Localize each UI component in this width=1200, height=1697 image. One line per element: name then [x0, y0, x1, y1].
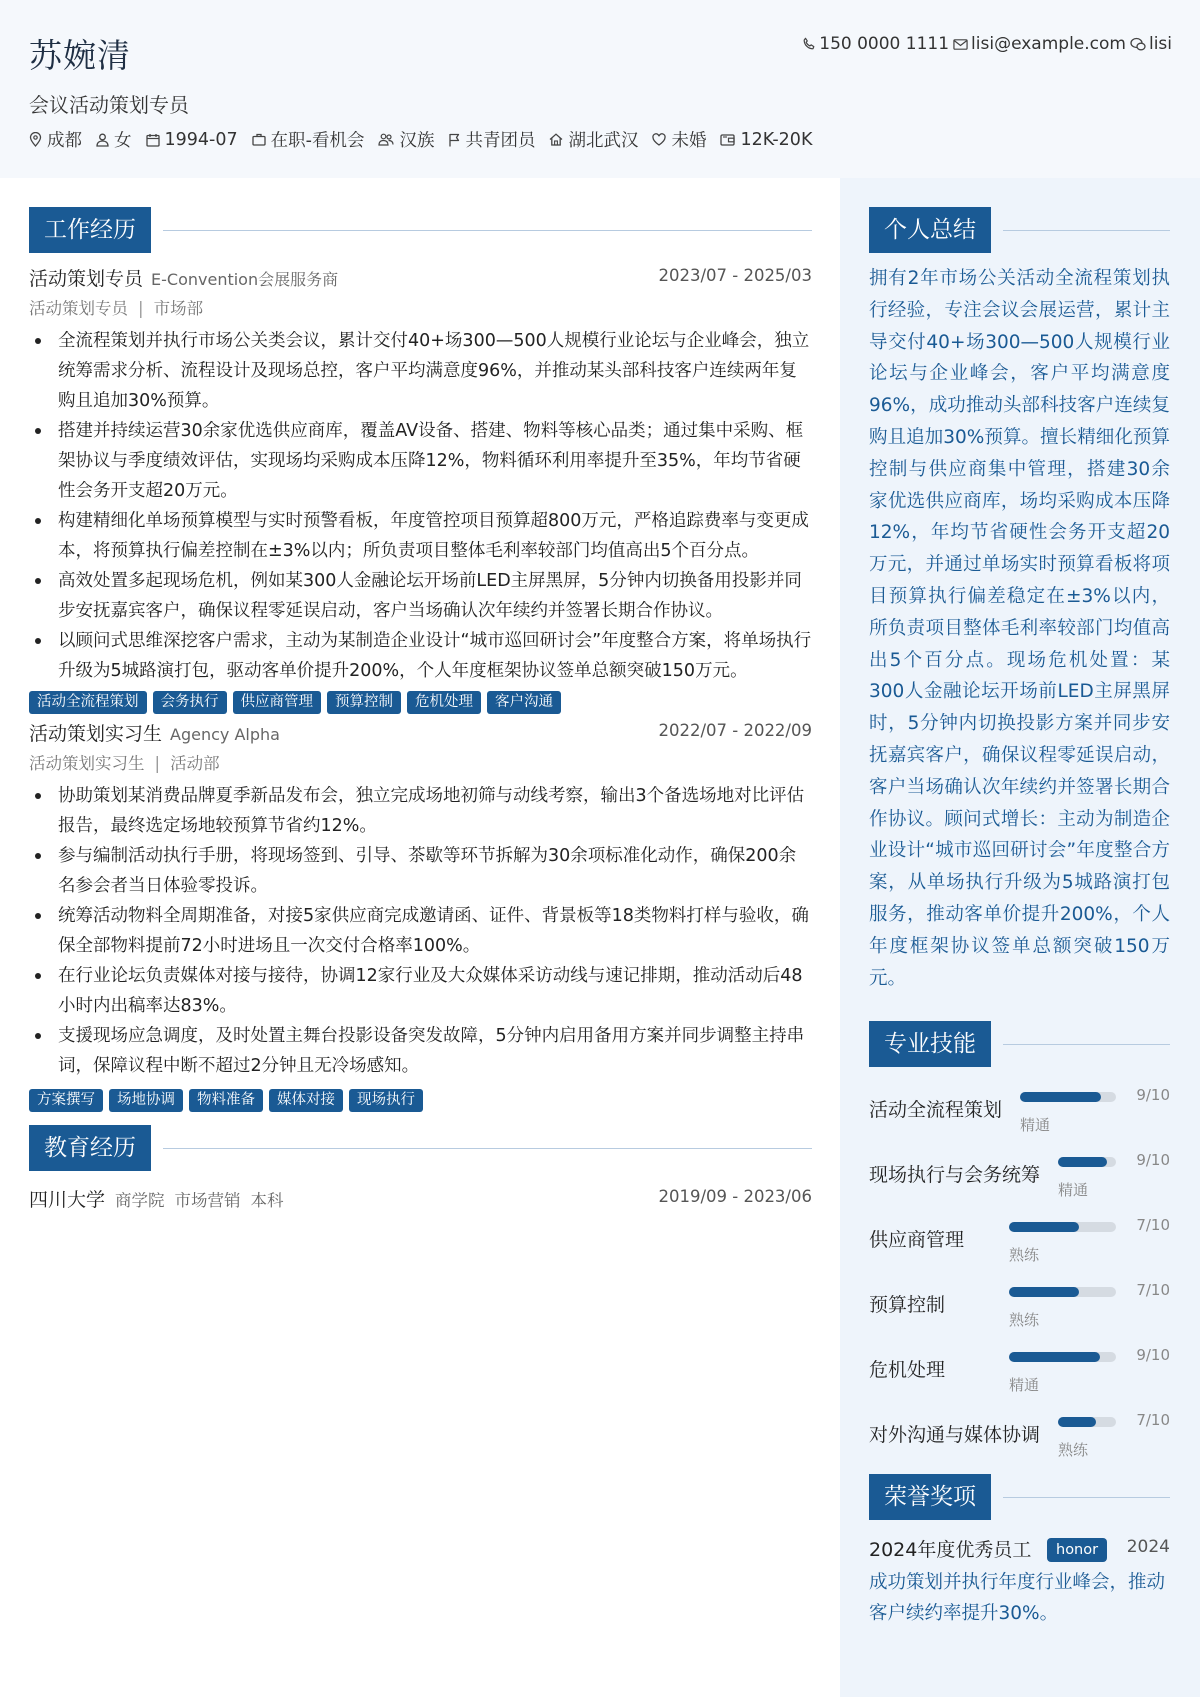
honor-title: 2024年度优秀员工 — [869, 1539, 1032, 1562]
skill-bar — [1009, 1287, 1116, 1297]
skill-level: 熟练 — [1009, 1246, 1040, 1265]
flag-icon — [448, 133, 460, 147]
basic-info-row — [29, 127, 812, 152]
skill-name: 活动全流程策划 — [869, 1099, 1003, 1122]
hometown-value: 湖北武汉 — [568, 131, 639, 151]
skill-bar-fill — [1009, 1222, 1079, 1232]
skill-score: 9/10 — [1136, 1151, 1170, 1170]
skill-level: 精通 — [1020, 1116, 1051, 1135]
skill-level: 熟练 — [1009, 1311, 1040, 1330]
summary-section-title: 个人总结 — [869, 207, 991, 253]
location-icon — [29, 132, 42, 147]
college-name: 商学院 — [115, 1191, 165, 1210]
candidate-name: 苏婉清 — [29, 36, 131, 75]
skills-section-title: 专业技能 — [869, 1021, 991, 1067]
home-icon — [549, 133, 563, 146]
status-value: 在职-看机会 — [270, 131, 365, 151]
education-section-title: 教育经历 — [29, 1125, 151, 1171]
skill-tag: 客户沟通 — [487, 691, 561, 714]
skill-level: 精通 — [1009, 1376, 1040, 1395]
job-dept: 市场部 — [153, 299, 204, 318]
briefcase-icon — [252, 133, 266, 146]
birth-value: 1994-07 — [164, 129, 238, 150]
bullet-item: 构建精细化单场预算模型与实时预警看板，年度管控项目预算超800万元，严格追踪费率与变更成本，将预算执行偏差控制在±3%以内；所负责项目整体毛利率较部门均值高出5个百分点。 — [29, 506, 812, 566]
skill-bar-fill — [1009, 1287, 1079, 1297]
education-date: 2019/09 - 2023/06 — [658, 1187, 812, 1206]
job-entry — [29, 719, 812, 1115]
skill-item — [869, 1149, 1170, 1214]
heart-icon — [652, 133, 666, 146]
job-role — [29, 264, 338, 291]
separator: | — [138, 299, 144, 318]
section-divider — [163, 1148, 812, 1149]
honors-section-title: 荣誉奖项 — [869, 1474, 991, 1520]
mail-icon — [953, 38, 968, 51]
work-section-header — [29, 207, 812, 255]
skill-tag: 媒体对接 — [269, 1089, 343, 1112]
info-hometown — [549, 127, 638, 152]
section-divider — [1003, 1497, 1170, 1498]
job-position: 活动策划实习生 — [29, 754, 145, 773]
section-divider — [1003, 230, 1170, 231]
skill-bar — [1020, 1092, 1116, 1102]
resume-header — [0, 0, 1200, 178]
summary-section-header — [869, 207, 1170, 255]
skill-score: 9/10 — [1136, 1346, 1170, 1365]
skill-bar-fill — [1058, 1417, 1096, 1427]
skill-bar — [1058, 1417, 1116, 1427]
sidebar — [840, 178, 1200, 1697]
honor-badge: honor — [1047, 1538, 1107, 1562]
skill-level: 精通 — [1058, 1181, 1089, 1200]
skill-bar-fill — [1009, 1352, 1100, 1362]
bullet-item: 在行业论坛负责媒体对接与接待，协调12家行业及大众媒体采访动线与速记排期，推动活动后48小时内出稿率达83%。 — [29, 961, 812, 1021]
bullet-item: 参与编制活动执行手册，将现场签到、引导、茶歇等环节拆解为30余项标准化动作，确保200余名参会者当日体验零投诉。 — [29, 841, 812, 901]
summary-text: 拥有2年市场公关活动全流程策划执行经验，专注会议会展运营，累计主导交付40+场300—500人规模行业论坛与企业峰会，客户平均满意度96%，成功推动头部科技客户连续复购且追加30%预算。擅长精细化预算控制与供应商集中管理，搭建30余家优选供应商库，场均采购成本压降12%，年均节省硬性会务开支超20万元，并通过单场实时预算看板将项目预算执行偏差稳定在±3%以内，所负责项目整体毛利率较部门均值高出5个百分点。现场危机处置：某300人金融论坛开场前LED主屏黑屏时，5分钟内切换投影方案并同步安抚嘉宾客户，确保议程零延误启动，客户当场确认次年续约并签署长期合作协议。顾问式增长：主动为制造企业设计“城市巡回研讨会”年度整合方案，从单场执行升级为5城路演打包服务，推动客单价提升200%，个人年度框架协议签单总额突破150万元。 — [869, 268, 1170, 989]
wallet-icon — [720, 133, 735, 146]
wechat-id: lisi — [1148, 34, 1172, 54]
skill-tag: 物料准备 — [189, 1089, 263, 1112]
users-icon — [378, 133, 394, 146]
skill-name: 对外沟通与媒体协调 — [869, 1424, 1041, 1447]
marital-value: 未婚 — [671, 131, 707, 151]
job-bullets — [29, 781, 812, 1081]
sidebar-content — [869, 178, 1170, 1629]
job-entry — [29, 264, 812, 717]
skill-tag: 场地协调 — [109, 1089, 183, 1112]
job-position: 活动策划专员 — [29, 299, 128, 318]
bullet-item: 高效处置多起现场危机，例如某300人金融论坛开场前LED主屏黑屏，5分钟内切换备用投影并同步安抚嘉宾客户，确保议程零延误启动，客户当场确认次年续约并签署长期合作协议。 — [29, 566, 812, 626]
skill-level: 熟练 — [1058, 1441, 1089, 1460]
email-address: lisi@example.com — [971, 34, 1126, 54]
info-ethnicity — [378, 127, 434, 152]
skill-bar-fill — [1058, 1157, 1107, 1167]
job-company: Agency Alpha — [170, 725, 280, 744]
job-header — [29, 719, 812, 749]
bullet-item: 支援现场应急调度，及时处置主舞台投影设备突发故障，5分钟内启用备用方案并同步调整主持串词，保障议程中断不超过2分钟且无冷场感知。 — [29, 1021, 812, 1081]
skill-item — [869, 1084, 1170, 1149]
section-divider — [1003, 1044, 1170, 1045]
phone-number: 150 0000 1111 — [819, 34, 950, 54]
skill-tag: 活动全流程策划 — [29, 691, 147, 714]
skill-tag: 现场执行 — [349, 1089, 423, 1112]
job-subtitle — [29, 294, 812, 324]
info-gender — [96, 127, 132, 152]
info-city — [29, 127, 82, 152]
skill-name: 危机处理 — [869, 1359, 946, 1382]
skills-list — [869, 1084, 1170, 1474]
contact-phone[interactable] — [802, 34, 949, 54]
gender-value: 女 — [114, 131, 132, 151]
honors-section-header — [869, 1474, 1170, 1522]
skill-item — [869, 1344, 1170, 1409]
skill-item — [869, 1409, 1170, 1474]
bullet-item: 协助策划某消费品牌夏季新品发布会，独立完成场地初筛与动线考察，输出3个备选场地对比评估报告，最终选定场地较预算节省约12%。 — [29, 781, 812, 841]
job-dept: 活动部 — [170, 754, 220, 773]
skill-tag: 危机处理 — [407, 691, 481, 714]
school-name: 四川大学 — [29, 1189, 106, 1211]
skill-score: 7/10 — [1136, 1281, 1170, 1300]
education-section-header — [29, 1125, 812, 1173]
degree-name: 本科 — [250, 1191, 284, 1210]
job-subtitle — [29, 749, 812, 779]
job-date: 2023/07 - 2025/03 — [658, 266, 812, 285]
job-role-label: 活动策划专员 — [29, 268, 144, 290]
info-birth — [146, 130, 238, 150]
job-company: E-Convention会展服务商 — [151, 270, 339, 289]
job-role-label: 活动策划实习生 — [29, 723, 163, 745]
education-info — [29, 1185, 284, 1212]
bullet-item: 搭建并持续运营30余家优选供应商库，覆盖AV设备、搭建、物料等核心品类；通过集中采购、框架协议与季度绩效评估，实现场均采购成本压降12%，物料循环利用率提升至35%，年均节省硬性会务开支超20万元。 — [29, 416, 812, 506]
separator: | — [154, 754, 161, 773]
wechat-icon — [1130, 37, 1146, 52]
skill-item — [869, 1279, 1170, 1344]
skill-score: 7/10 — [1136, 1216, 1170, 1235]
skill-item — [869, 1214, 1170, 1279]
skill-tag: 方案撰写 — [29, 1089, 103, 1112]
info-status — [252, 127, 365, 152]
skill-bar-fill — [1020, 1092, 1101, 1102]
candidate-title: 会议活动策划专员 — [29, 93, 189, 117]
skill-tag: 会务执行 — [153, 691, 227, 714]
bullet-item: 以顾问式思维深挖客户需求，主动为某制造企业设计“城市巡回研讨会”年度整合方案，将单场执行升级为5城路演打包，驱动客单价提升200%，个人年度框架协议签单总额突破150万元。 — [29, 626, 812, 686]
section-divider — [163, 230, 812, 231]
phone-icon — [802, 37, 816, 51]
info-marital — [652, 127, 706, 152]
skill-score: 9/10 — [1136, 1086, 1170, 1105]
major-name: 市场营销 — [174, 1191, 241, 1210]
calendar-icon — [146, 133, 160, 147]
contact-wechat[interactable] — [1130, 34, 1172, 54]
work-section-title: 工作经历 — [29, 207, 151, 253]
city-value: 成都 — [47, 131, 82, 151]
skills-section-header — [869, 1021, 1170, 1069]
skill-name: 现场执行与会务统筹 — [869, 1164, 1041, 1187]
skill-bar — [1009, 1352, 1116, 1362]
job-header — [29, 264, 812, 294]
job-tags — [29, 691, 812, 717]
skill-name: 预算控制 — [869, 1294, 946, 1317]
contact-info — [802, 34, 1172, 54]
info-politics — [448, 127, 535, 152]
job-role — [29, 719, 280, 746]
politics-value: 共青团员 — [465, 131, 536, 151]
skill-score: 7/10 — [1136, 1411, 1170, 1430]
bullet-item: 统筹活动物料全周期准备，对接5家供应商完成邀请函、证件、背景板等18类物料打样与验收，确保全部物料提前72小时进场且一次交付合格率100%。 — [29, 901, 812, 961]
main-column — [29, 178, 812, 1217]
honor-year: 2024 — [1126, 1537, 1170, 1558]
salary-value: 12K-20K — [740, 129, 813, 150]
contact-email[interactable] — [953, 34, 1126, 54]
user-icon — [96, 133, 109, 147]
skill-tag: 供应商管理 — [233, 691, 322, 714]
job-bullets — [29, 326, 812, 686]
skill-bar — [1058, 1157, 1116, 1167]
info-salary — [720, 130, 812, 150]
skill-tag: 预算控制 — [327, 691, 401, 714]
skill-bar — [1009, 1222, 1116, 1232]
ethnicity-value: 汉族 — [399, 131, 435, 151]
honor-item — [869, 1533, 1170, 1567]
job-date: 2022/07 - 2022/09 — [658, 721, 812, 740]
bullet-item: 全流程策划并执行市场公关类会议，累计交付40+场300—500人规模行业论坛与企业峰会，独立统筹需求分析、流程设计及现场总控，客户平均满意度96%，并推动某头部科技客户连续两年复购且追加30%预算。 — [29, 326, 812, 416]
job-tags — [29, 1089, 812, 1115]
honor-description: 成功策划并执行年度行业峰会，推动客户续约率提升30%。 — [869, 1572, 1166, 1625]
education-entry — [29, 1185, 812, 1217]
skill-name: 供应商管理 — [869, 1229, 965, 1252]
